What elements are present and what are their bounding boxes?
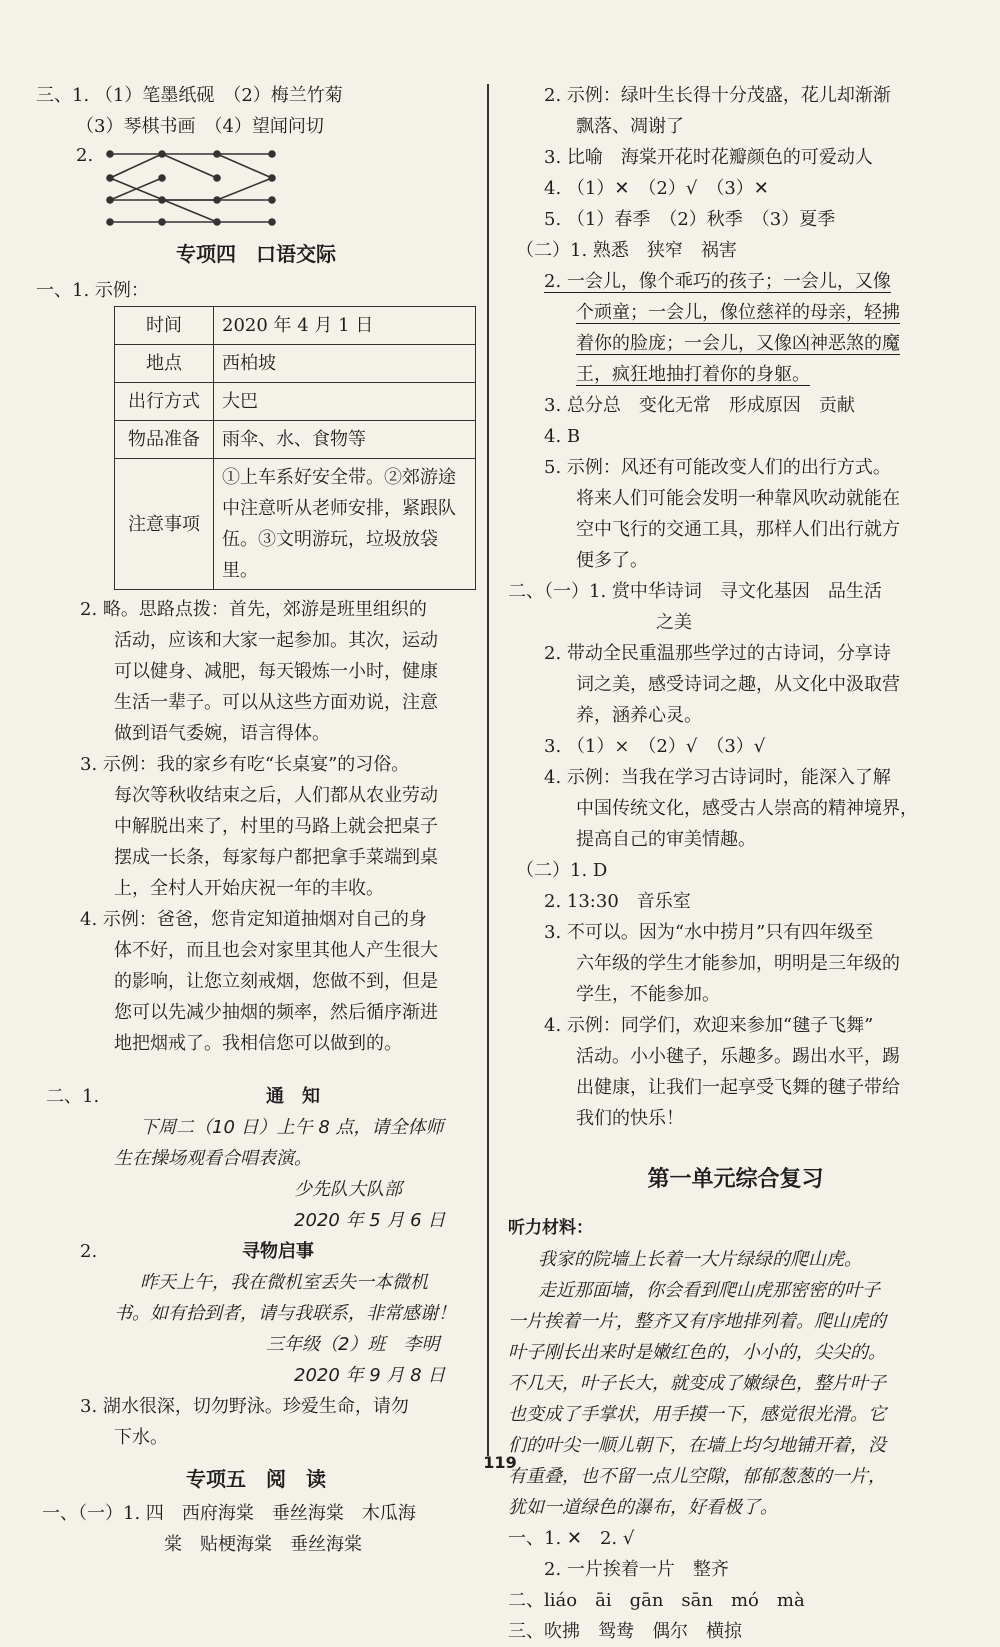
notice-date: 2020 年 5 月 6 日 (294, 1210, 446, 1231)
match-dot (107, 197, 113, 203)
reading-answer-1 (36, 1498, 476, 1560)
reading-answer-5: 5. （1）春季 （2）秋季 （3）夏季 (544, 209, 836, 230)
part-2-2-answer-1: （二）1. D (516, 860, 608, 881)
text-line: 2. 示例：绿叶生长得十分茂盛，花儿却渐渐 (544, 85, 891, 106)
text-line: 3. 示例：我的家乡有吃“长桌宴”的习俗。 (80, 754, 410, 775)
text-line: 摆成一长条，每家每户都把拿手菜端到桌 (114, 847, 438, 868)
notice-title: 通 知 (266, 1086, 320, 1107)
text-line: 将来人们可能会发明一种靠风吹动就能在 (576, 488, 900, 509)
answer-3-1: 三、1. （1）笔墨纸砚 （2）梅兰竹菊 (36, 85, 343, 106)
match-dot (214, 151, 220, 157)
table-value: 大巴 (214, 383, 476, 421)
text-line: 中国传统文化，感受古人崇高的精神境界， (576, 798, 918, 819)
answer-1-2 (36, 594, 476, 749)
notice-header (36, 1081, 476, 1112)
lost-header (36, 1236, 476, 1267)
text-line: 体不好，而且也会对家里其他人产生很大 (114, 940, 438, 961)
match-dot (214, 175, 220, 181)
text-line: 您可以先减少抽烟的频率，然后循序渐进 (114, 1002, 438, 1023)
text-line: 词之美，感受诗词之趣，从文化中汲取营 (576, 674, 900, 695)
part-2-1-answer-2 (508, 638, 963, 731)
match-dot (159, 197, 165, 203)
text-line: 一、（一）1. 四 西府海棠 垂丝海棠 木瓜海 (42, 1503, 416, 1524)
section-title-4: 专项四 口语交际 (176, 242, 336, 266)
text-line: 我们的快乐！ (576, 1108, 684, 1129)
text-line: 也变成了手掌状，用手摸一下，感觉很光滑。它 (508, 1404, 886, 1425)
text-line: 六年级的学生才能参加，明明是三年级的 (576, 953, 900, 974)
text-line: 生在操场观看合唱表演。 (114, 1148, 312, 1169)
text-line: 5. 示例：风还有可能改变人们的出行方式。 (544, 457, 891, 478)
text-line: 学生，不能参加。 (576, 984, 720, 1005)
section-title-5: 专项五 阅 读 (186, 1467, 326, 1491)
answer-1-3 (36, 749, 476, 904)
text-line: 棠 贴梗海棠 垂丝海棠 (164, 1534, 362, 1555)
text-line: 犹如一道绿色的瀑布，好看极了。 (508, 1497, 778, 1518)
table-value: 西柏坡 (214, 345, 476, 383)
text-line: 不几天，叶子长大，就变成了嫩绿色，整片叶子 (508, 1373, 886, 1394)
text-line: 活动。小小毽子，乐趣多。踢出水平，踢 (576, 1046, 900, 1067)
reading-answer-2 (508, 80, 963, 142)
text-line: 3. 湖水很深，切勿野泳。珍爱生命，请勿 (80, 1396, 409, 1417)
listening-material (508, 1244, 963, 1523)
text-line: 出健康，让我们一起享受飞舞的毽子带给 (576, 1077, 900, 1098)
reading-answer-4: 4. （1）✕ （2）√ （3）✕ (544, 178, 769, 199)
text-line: 有重叠，也不留一点儿空隙，郁郁葱葱的一片， (508, 1466, 886, 1487)
table-key: 地点 (115, 345, 214, 383)
lost-signature: 三年级（2）班 李明 (266, 1334, 440, 1355)
text-line: 二、（一）1. 赏中华诗词 寻文化基因 品生活 (508, 581, 882, 602)
answer-2-1-label: 二、1. (46, 1086, 100, 1107)
answer-2-3 (36, 1391, 476, 1453)
reading-answer-3: 3. 比喻 海棠开花时花瓣颜色的可爱动人 (544, 147, 873, 168)
reading-2-answer-5 (508, 452, 963, 576)
review-words-answer: 三、吹拂 鸳鸯 偶尔 横掠 (508, 1621, 742, 1642)
text-line: 王，疯狂地抽打着你的身躯。 (576, 364, 810, 385)
text-line: 上，全村人开始庆祝一年的丰收。 (114, 878, 384, 899)
table-value: 雨伞、水、食物等 (214, 421, 476, 459)
text-line: 中解脱出来了，村里的马路上就会把桌子 (114, 816, 438, 837)
text-line: 一片挨着一片，整齐又有序地排列着。爬山虎的 (508, 1311, 886, 1332)
answer-1-1: 一、1. 示例： (36, 280, 149, 301)
part-2-1-answer-1 (508, 576, 963, 638)
text-line: 2. 带动全民重温那些学过的古诗词，分享诗 (544, 643, 891, 664)
match-dot (107, 219, 113, 225)
match-dot (159, 219, 165, 225)
text-line: 个顽童；一会儿，像位慈祥的母亲，轻拂 (576, 302, 900, 323)
answer-2-2-label: 2. (80, 1241, 98, 1262)
table-row (115, 345, 476, 383)
notice-signature: 少先队大队部 (294, 1179, 402, 1200)
text-line: 提高自己的审美情趣。 (576, 829, 756, 850)
listening-label: 听力材料： (508, 1218, 593, 1238)
part-2-1-answer-3: 3. （1）× （2）√ （3）√ (544, 736, 766, 757)
match-dot (269, 151, 275, 157)
match-dot (214, 219, 220, 225)
text-line: 4. 示例：爸爸，您肯定知道抽烟对自己的身 (80, 909, 427, 930)
text-line: 地把烟戒了。我相信您可以做到的。 (114, 1033, 402, 1054)
table-row (115, 421, 476, 459)
reading-2-answer-2 (508, 266, 963, 390)
left-column (36, 80, 476, 1560)
table-value: ①上车系好安全带。②郊游途中注意听从老师安排，紧跟队伍。③文明游玩，垃圾放袋里。 (214, 459, 476, 590)
match-dot (107, 151, 113, 157)
text-line: 之美 (656, 612, 692, 633)
text-line: 3. 不可以。因为“水中捞月”只有四年级至 (544, 922, 874, 943)
part-2-1-answer-4 (508, 762, 963, 855)
text-line: 4. 示例：当我在学习古诗词时，能深入了解 (544, 767, 891, 788)
page-number: 119 (483, 1453, 517, 1472)
table-key: 出行方式 (115, 383, 214, 421)
match-line (162, 154, 217, 178)
match-dot (214, 197, 220, 203)
part-2-2-answer-2: 2. 13:30 音乐室 (544, 891, 691, 912)
table-key: 物品准备 (115, 421, 214, 459)
table-key: 时间 (115, 307, 214, 345)
text-line: 下水。 (114, 1427, 168, 1448)
text-line: 做到语气委婉，语言得体。 (114, 723, 330, 744)
text-line: 每次等秋收结束之后，人们都从农业劳动 (114, 785, 438, 806)
text-line: 可以健身、减肥，每天锻炼一小时，健康 (114, 661, 438, 682)
match-dot (107, 175, 113, 181)
text-line: 着你的脸庞；一会儿，又像凶神恶煞的魔 (576, 333, 900, 354)
table-row (115, 459, 476, 590)
text-line: 走近那面墙，你会看到爬山虎那密密的叶子 (538, 1280, 880, 1301)
trip-table (114, 306, 476, 590)
answer-3-2: 2. (76, 145, 94, 166)
match-dot (269, 175, 275, 181)
reading-2-answer-1: （二）1. 熟悉 狭窄 祸害 (516, 240, 737, 261)
table-row (115, 383, 476, 421)
review-answer-2: 2. 一片挨着一片 整齐 (544, 1559, 729, 1580)
table-value: 2020 年 4 月 1 日 (214, 307, 476, 345)
match-dot (269, 219, 275, 225)
part-2-2-answer-3 (508, 917, 963, 1010)
text-line: 的影响，让您立刻戒烟，您做不到，但是 (114, 971, 438, 992)
column-divider (487, 84, 489, 1456)
text-line: 昨天上午，我在微机室丢失一本微机 (140, 1272, 428, 1293)
match-line (110, 154, 162, 178)
text-line: 空中飞行的交通工具，那样人们出行就方 (576, 519, 900, 540)
text-line: 下周二（10 日）上午 8 点，请全体师 (140, 1117, 444, 1138)
notice (36, 1112, 476, 1236)
matching-lines (102, 142, 302, 232)
match-dot (159, 175, 165, 181)
review-answer-1: 一、1. ✕ 2. √ (508, 1528, 635, 1549)
text-line: 叶子刚长出来时是嫩红色的，小小的，尖尖的。 (508, 1342, 886, 1363)
text-line: 2. 一会儿，像个乖巧的孩子；一会儿，又像 (544, 271, 891, 292)
table-row (115, 307, 476, 345)
reading-2-answer-3: 3. 总分总 变化无常 形成原因 贡献 (544, 395, 855, 416)
match-line (217, 154, 272, 178)
text-line: 生活一辈子。可以从这些方面劝说，注意 (114, 692, 438, 713)
lost-notice (36, 1267, 476, 1391)
table-key: 注意事项 (115, 459, 214, 590)
unit-review-title: 第一单元综合复习 (647, 1167, 824, 1192)
text-line: 飘落、凋谢了 (576, 116, 684, 137)
review-pinyin-answer: 二、liáo āi gān sān mó mà (508, 1590, 805, 1611)
match-dot (159, 151, 165, 157)
part-2-2-answer-4 (508, 1010, 963, 1134)
matching-diagram (36, 142, 476, 232)
text-line: 们的叶尖一顺儿朝下，在墙上均匀地铺开着，没 (508, 1435, 886, 1456)
lost-date: 2020 年 9 月 8 日 (294, 1365, 446, 1386)
lost-title: 寻物启事 (242, 1241, 314, 1262)
answer-3-1-cont: （3）琴棋书画 （4）望闻问切 (76, 116, 324, 137)
right-column (508, 80, 963, 1647)
text-line: 养，涵养心灵。 (576, 705, 702, 726)
text-line: 2. 略。思路点拨：首先，郊游是班里组织的 (80, 599, 427, 620)
answer-1-4 (36, 904, 476, 1059)
match-dot (269, 197, 275, 203)
text-line: 我家的院墙上长着一大片绿绿的爬山虎。 (538, 1249, 862, 1270)
reading-2-answer-4: 4. B (544, 426, 581, 447)
text-line: 书。如有拾到者，请与我联系，非常感谢！ (114, 1303, 456, 1324)
text-line: 便多了。 (576, 550, 648, 571)
text-line: 活动，应该和大家一起参加。其次，运动 (114, 630, 438, 651)
match-line (217, 178, 272, 200)
text-line: 4. 示例：同学们，欢迎来参加“毽子飞舞” (544, 1015, 874, 1036)
